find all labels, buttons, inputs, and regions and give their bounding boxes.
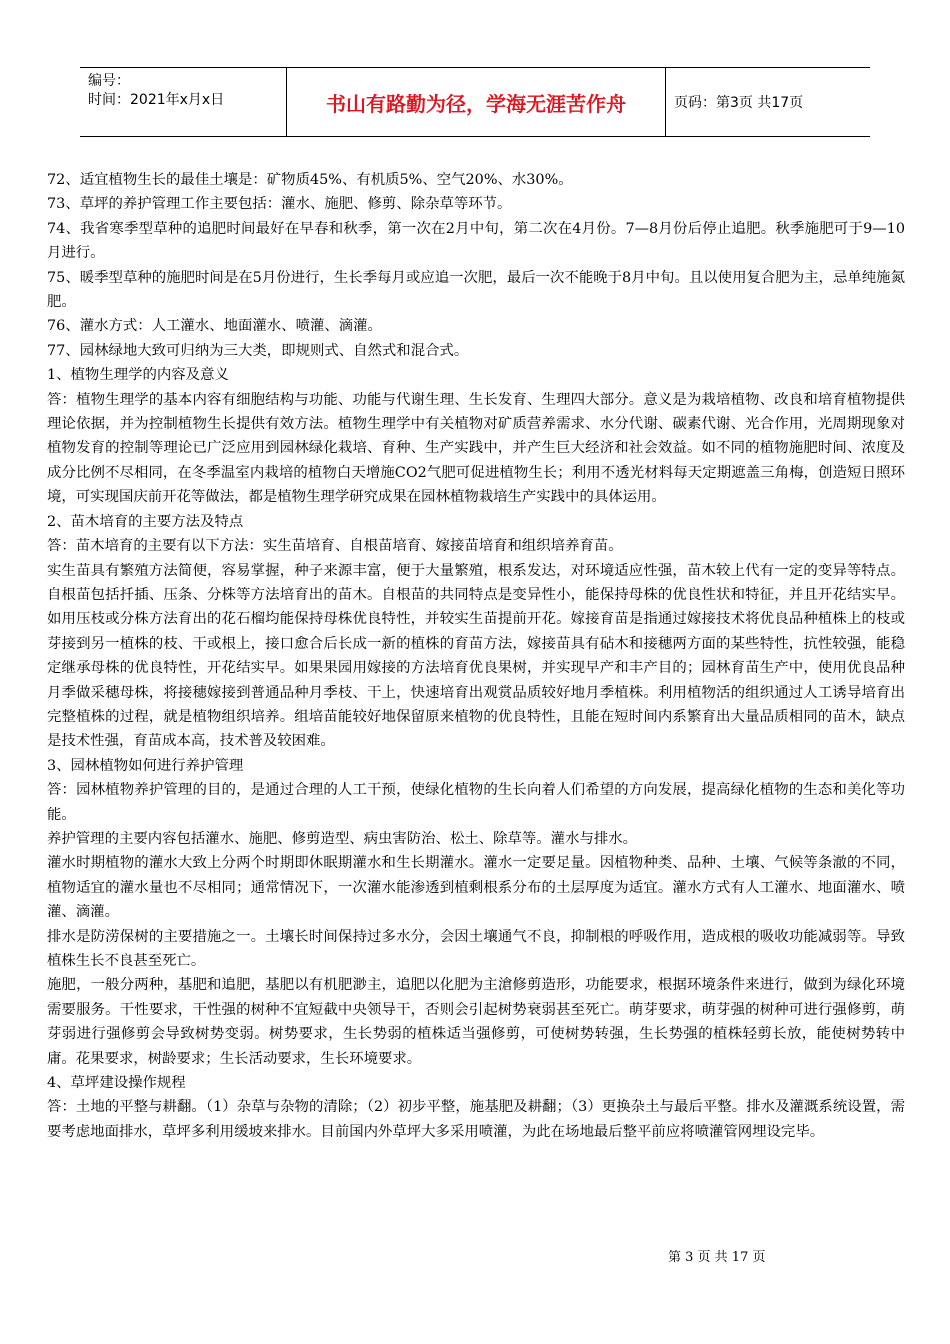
paragraph: 施肥，一般分两种，基肥和追肥，基肥以有机肥渺主，追肥以化肥为主滄修剪造形，功能要求，根据环境条件来进行，做到为绿化环境需要服务。干性要求，干性强的树种不宜短截中央领导干，否则会引起树势衰弱甚至死亡。萌芽要求，萌芽强的树种可进行强修剪，萌芽弱进行强修剪会导致树势变弱。树势要求，生长势弱的植株适当强修剪，可使树势转强，生长势强的植株轻剪长放，能使树势转中庸。花果要求，树龄要求；生长活动要求，生长环境要求。 xyxy=(47,977,905,1067)
paragraph: 养护管理的主要内容包括灌水、施肥、修剪造型、病虫害防治、松土、除草等。灌水与排水。 xyxy=(47,830,638,847)
page-header xyxy=(80,67,870,137)
header-motto: 书山有路勤为径，学海无涯苦作舟 xyxy=(287,68,666,136)
paragraph: 答：植物生理学的基本内容有细胞结构与功能、功能与代谢生理、生长发育、生理四大部分。意义是为栽培植物、改良和培育植物提供理论依据，并为控制植物生长提供有效方法。植物生理学中有关植物对矿质营养需求、水分代谢、碳素代谢、光合作用，光周期现象对植物发育的控制等理论已广泛应用到园林绿化栽培、育种、生产实践中，并产生巨大经济和社会效益。如不同的植物施肥时间、浓度及成分比例不尽相同，在冬季温室内栽培的植物白天增施CO2气肥可促进植物生长；利用不透光材料每天定期遮盖三角梅，创造短日照环境，可实现国庆前开花等做法，都是植物生理学研究成果在园林植物栽培生产实践中的具体运用。 xyxy=(47,391,905,506)
header-meta xyxy=(80,68,287,136)
paragraph: 灌水时期植物的灌水大致上分两个时期即休眠期灌水和生长期灌水。灌水一定要足量。因植物种类、品种、土壤、气候等条澈的不同，植物适宜的灌水量也不尽相同；通常情况下，一次灌水能渗透到植剩根系分布的土层厚度为适宜。灌水方式有人工灌水、地面灌水、喷灌、滴灌。 xyxy=(47,855,905,921)
section-heading: 1、植物生理学的内容及意义 xyxy=(47,367,229,384)
paragraph: 实生苗具有繁殖方法简便，容易掌握，种子来源丰富，便于大量繁殖，根系发达，对环境适应性强，苗木较上代有一定的变异等特点。自根苗包括扦插、压条、分株等方法培育出的苗木。自根苗的共同特点是变异性小，能保持母株的优良性状和特征，并且开花结实早。如用压枝或分株方法育出的花石榴均能保持母株优良特性，并较实生苗提前开花。嫁接育苗是指通过嫁接技术将优良品种植株上的枝或芽接到另一植株的枝、干或根上，接口愈合后长成一新的植株的育苗方法，嫁接苗具有砧木和接穗两方面的某些特性，抗性较强，能稳定继承母株的优良特性，开花结实早。如果果园用嫁接的方法培育优良果树，并实现早产和丰产目的；园林育苗生产中，使用优良品种月季做采穗母株，将接穗嫁接到普通品种月季枝、干上，快速培育出观赏品质较好地月季植株。利用植物活的组织通过人工诱导培育出完整植株的过程，就是植物组织培养。组培苗能较好地保留原来植物的优良特性，且能在短时间内系繁育出大量品质相同的苗木，缺点是技术性强，育苗成本高，技术普及较困难。 xyxy=(47,562,905,750)
section-heading: 2、苗木培育的主要方法及特点 xyxy=(47,513,244,530)
section-heading: 4、草坪建设操作规程 xyxy=(47,1075,186,1092)
paragraph: 77、园林绿地大致可归纳为三大类，即规则式、自然式和混合式。 xyxy=(47,342,469,359)
document-number: 编号： xyxy=(88,73,130,89)
paragraph: 73、草坪的养护管理工作主要包括：灌水、施肥、修剪、除杂草等环节。 xyxy=(47,196,512,213)
page-footer: 第 3 页 共 17 页 xyxy=(668,1250,766,1265)
paragraph: 答：苗木培育的主要有以下方法：实生苗培育、自根苗培育、嫁接苗培育和组织培养育苗。 xyxy=(47,538,623,555)
paragraph: 答：土地的平整与耕翻。（1）杂草与杂物的清除；（2）初步平整，施基肥及耕翻；（3）更换杂土与最后平整。排水及灌溉系统设置，需要考虑地面排水，草坪多利用缓坡来排水。目前国内外草坪大多采用喷灌，为此在场地最后整平前应将喷灌管网埋设完毕。 xyxy=(47,1099,905,1140)
paragraph: 72、适宜植物生长的最佳土壤是：矿物质45%、有机质5%、空气20%、水30%。 xyxy=(47,172,573,188)
document-date: 时间：2021年x月x日 xyxy=(88,92,225,108)
document-body xyxy=(47,168,905,1144)
paragraph: 排水是防涝保树的主要措施之一。土壤长时间保持过多水分，会因土壤通气不良，抑制根的呼吸作用，造成根的吸收功能减弱等。导致植株生长不良甚至死亡。 xyxy=(47,928,905,969)
paragraph: 76、灌水方式：人工灌水、地面灌水、喷灌、滴灌。 xyxy=(47,318,382,335)
paragraph: 74、我省寒季型草种的追肥时间最好在早春和秋季，第一次在2月中旬，第二次在4月份。7—8月份后停止追肥。秋季施肥可于9—10月进行。 xyxy=(47,220,905,262)
paragraph: 答：园林植物养护管理的目的，是通过合理的人工干预，使绿化植物的生长向着人们希望的方向发展，提高绿化植物的生态和美化等功能。 xyxy=(47,782,905,823)
paragraph: 75、暖季型草种的施肥时间是在5月份进行，生长季每月或应追一次肥，最后一次不能晚于8月中旬。且以使用复合肥为主，忌单纯施氮肥。 xyxy=(47,269,905,311)
header-page-info: 页码：第3页 共17页 xyxy=(674,95,804,111)
section-heading: 3、园林植物如何进行养护管理 xyxy=(47,757,244,774)
